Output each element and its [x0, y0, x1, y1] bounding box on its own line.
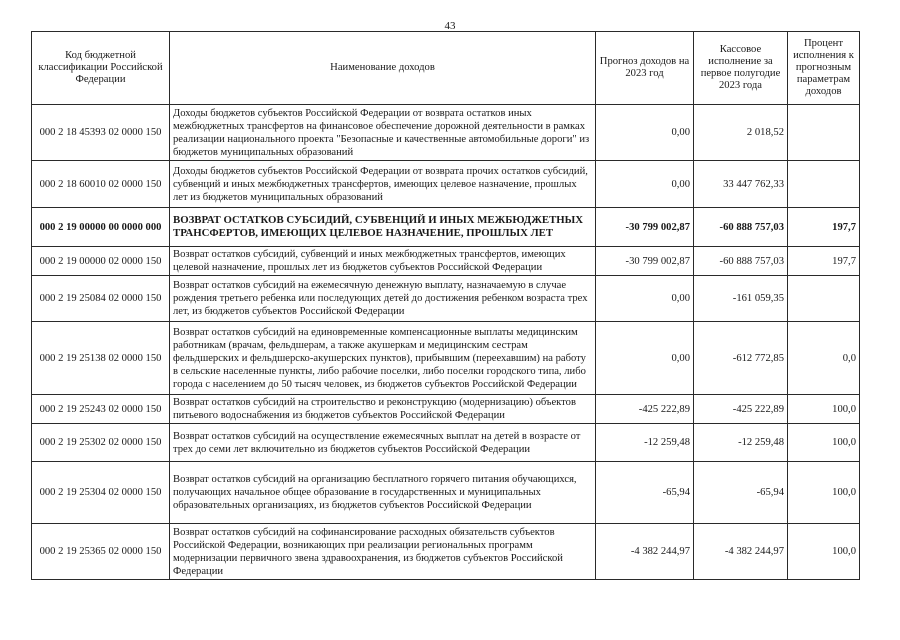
cell-name: Доходы бюджетов субъектов Российской Федерации от возврата остатков иных межбюджетных трансфертов на финансовое обеспечение дорожной деятельности в рамках реализации национального проекта "Безопасные и качественные автомобильные дороги" из бюджетов муниципальных образований — [170, 105, 596, 161]
cell-code: 000 2 19 25365 02 0000 150 — [32, 524, 170, 580]
cell-percent: 197,7 — [788, 208, 860, 247]
cell-executed: 33 447 762,33 — [694, 161, 788, 208]
header-percent: Процент исполнения к прогнозным параметрам доходов — [788, 32, 860, 105]
cell-code: 000 2 19 25084 02 0000 150 — [32, 276, 170, 322]
cell-code: 000 2 19 00000 00 0000 000 — [32, 208, 170, 247]
cell-forecast: -4 382 244,97 — [596, 524, 694, 580]
cell-forecast: -12 259,48 — [596, 424, 694, 462]
cell-code: 000 2 19 25243 02 0000 150 — [32, 395, 170, 424]
cell-code: 000 2 18 45393 02 0000 150 — [32, 105, 170, 161]
cell-name: ВОЗВРАТ ОСТАТКОВ СУБСИДИЙ, СУБВЕНЦИЙ И ИНЫХ МЕЖБЮДЖЕТНЫХ ТРАНСФЕРТОВ, ИМЕЮЩИХ ЦЕЛЕВОЕ НАЗНАЧЕНИЕ, ПРОШЛЫХ ЛЕТ — [170, 208, 596, 247]
cell-name: Возврат остатков субсидий на софинансирование расходных обязательств субъектов Российской Федерации, возникающих при реализации региональных программ модернизации первичного звена здравоохранения, из бюджетов субъектов Российской Федерации — [170, 524, 596, 580]
cell-forecast: 0,00 — [596, 105, 694, 161]
table-header-row — [32, 32, 860, 105]
table-row — [32, 322, 860, 395]
cell-code: 000 2 18 60010 02 0000 150 — [32, 161, 170, 208]
cell-name: Доходы бюджетов субъектов Российской Федерации от возврата прочих остатков субсидий, субвенций и иных межбюджетных трансфертов, имеющих целевое назначение, прошлых лет из бюджетов муниципальных образований — [170, 161, 596, 208]
cell-executed: -161 059,35 — [694, 276, 788, 322]
cell-executed: -425 222,89 — [694, 395, 788, 424]
header-forecast: Прогноз доходов на 2023 год — [596, 32, 694, 105]
cell-code: 000 2 19 25304 02 0000 150 — [32, 462, 170, 524]
cell-executed: -12 259,48 — [694, 424, 788, 462]
cell-executed: -612 772,85 — [694, 322, 788, 395]
cell-forecast: -30 799 002,87 — [596, 208, 694, 247]
cell-executed: -4 382 244,97 — [694, 524, 788, 580]
cell-name: Возврат остатков субсидий, субвенций и иных межбюджетных трансфертов, имеющих целевой назначение, прошлых лет из бюджетов субъектов Российской Федерации — [170, 247, 596, 276]
header-code: Код бюджетной классификации Российской Федерации — [32, 32, 170, 105]
cell-forecast: -425 222,89 — [596, 395, 694, 424]
cell-percent: 197,7 — [788, 247, 860, 276]
cell-percent: 100,0 — [788, 424, 860, 462]
table-row — [32, 524, 860, 580]
cell-forecast: -65,94 — [596, 462, 694, 524]
revenue-table — [31, 31, 860, 580]
cell-forecast: 0,00 — [596, 276, 694, 322]
table-row — [32, 247, 860, 276]
cell-executed: 2 018,52 — [694, 105, 788, 161]
table-row — [32, 424, 860, 462]
header-executed: Кассовое исполнение за первое полугодие 2023 года — [694, 32, 788, 105]
cell-executed: -60 888 757,03 — [694, 247, 788, 276]
cell-name: Возврат остатков субсидий на организацию бесплатного горячего питания обучающихся, получающих начальное общее образование в государственных и муниципальных образовательных организациях, из бюджетов субъектов Российской Федерации — [170, 462, 596, 524]
table-row — [32, 395, 860, 424]
cell-code: 000 2 19 25302 02 0000 150 — [32, 424, 170, 462]
cell-name: Возврат остатков субсидий на ежемесячную денежную выплату, назначаемую в случае рождения третьего ребенка или последующих детей до достижения ребенком возраста трех лет, из бюджетов субъектов Российской Федерации — [170, 276, 596, 322]
page-number: 43 — [444, 20, 456, 32]
cell-name: Возврат остатков субсидий на единовременные компенсационные выплаты медицинским работникам (врачам, фельдшерам, а также акушеркам и медицинским сестрам фельдшерских и фельдшерско-акушерских пунктов), прибывшим (переехавшим) на работу в сельские населенные пункты, либо рабочие поселки, либо поселки городского типа, либо города с населением до 50 тысяч человек, из бюджетов субъектов Российской Федерации — [170, 322, 596, 395]
cell-name: Возврат остатков субсидий на строительство и реконструкцию (модернизацию) объектов питьевого водоснабжения из бюджетов субъектов Российской Федерации — [170, 395, 596, 424]
cell-executed: -65,94 — [694, 462, 788, 524]
cell-forecast: 0,00 — [596, 322, 694, 395]
cell-percent — [788, 161, 860, 208]
cell-code: 000 2 19 25138 02 0000 150 — [32, 322, 170, 395]
cell-code: 000 2 19 00000 02 0000 150 — [32, 247, 170, 276]
cell-name: Возврат остатков субсидий на осуществление ежемесячных выплат на детей в возрасте от трех до семи лет включительно из бюджетов субъектов Российской Федерации — [170, 424, 596, 462]
table-row — [32, 276, 860, 322]
cell-percent: 100,0 — [788, 395, 860, 424]
cell-percent: 100,0 — [788, 462, 860, 524]
cell-forecast: -30 799 002,87 — [596, 247, 694, 276]
cell-executed: -60 888 757,03 — [694, 208, 788, 247]
cell-percent: 100,0 — [788, 524, 860, 580]
cell-percent: 0,0 — [788, 322, 860, 395]
table-row — [32, 161, 860, 208]
header-name: Наименование доходов — [170, 32, 596, 105]
table-row — [32, 105, 860, 161]
table-row — [32, 208, 860, 247]
table-body — [32, 105, 860, 580]
cell-forecast: 0,00 — [596, 161, 694, 208]
table-row — [32, 462, 860, 524]
cell-percent — [788, 105, 860, 161]
cell-percent — [788, 276, 860, 322]
